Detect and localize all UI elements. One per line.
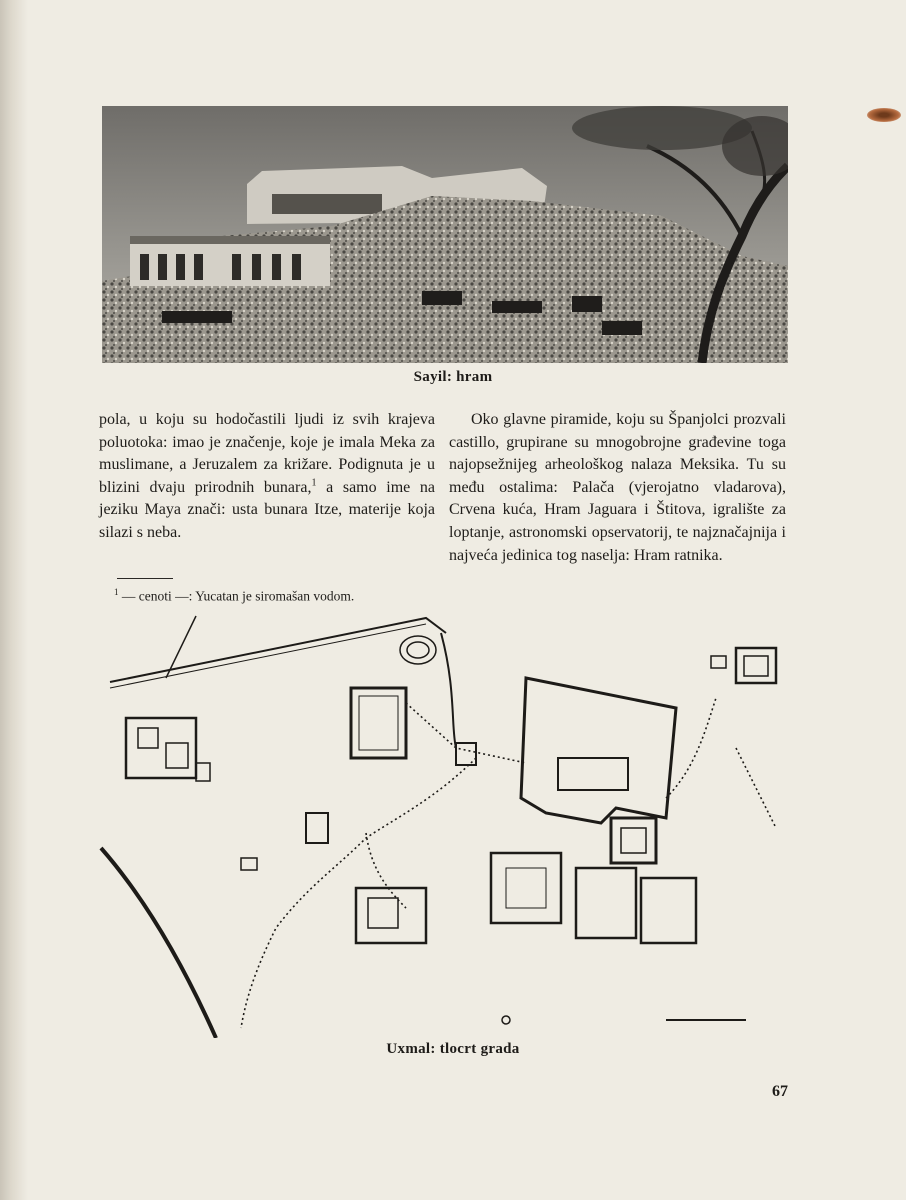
footnote-reference: 1 bbox=[311, 477, 317, 489]
footnote-divider bbox=[117, 578, 173, 579]
footnote bbox=[114, 587, 444, 605]
paper-stain bbox=[867, 108, 901, 122]
page-gutter-shadow bbox=[0, 0, 28, 1200]
left-paragraph-text-end: a samo ime na jeziku Maya znači: usta bunara Itze, materije koja silazi s neba. bbox=[99, 478, 436, 541]
map-caption: Uxmal: tlocrt grada bbox=[386, 1041, 520, 1057]
right-text-column bbox=[449, 409, 786, 567]
photo-caption: Sayil: hram bbox=[413, 369, 493, 385]
footnote-number: 1 bbox=[114, 587, 119, 597]
footnote-text: — cenoti —: Yucatan je siromašan vodom. bbox=[121, 588, 355, 604]
uxmal-site-plan bbox=[96, 608, 796, 1043]
sayil-temple-photo bbox=[102, 106, 788, 363]
right-paragraph: Oko glavne piramide, koju su Španjolci prozvali castillo, grupirane su mnogobrojne građevine toga najopsežnijeg arheološkog nalaza Meksika. Tu su među ostalima: Palača (vjerojatno vladarova), Crvena kuća, Hram Jaguara i Štitova, igralište za loptanje, astronomski opservatorij, te najznačajnija i najveća jedinica tog naselja: Hram ratnika. bbox=[449, 411, 786, 564]
left-paragraph bbox=[99, 409, 435, 545]
page-number: 67 bbox=[772, 1083, 788, 1100]
left-text-column bbox=[99, 409, 435, 545]
left-paragraph-text: pola, u koju su hodočastili ljudi iz svih krajeva poluotoka: imao je značenje, koje je imala Meka za muslimane, a Jeruzalem za križare. Podignuta je u blizini dvaju prirodnih bunara, bbox=[99, 411, 435, 496]
